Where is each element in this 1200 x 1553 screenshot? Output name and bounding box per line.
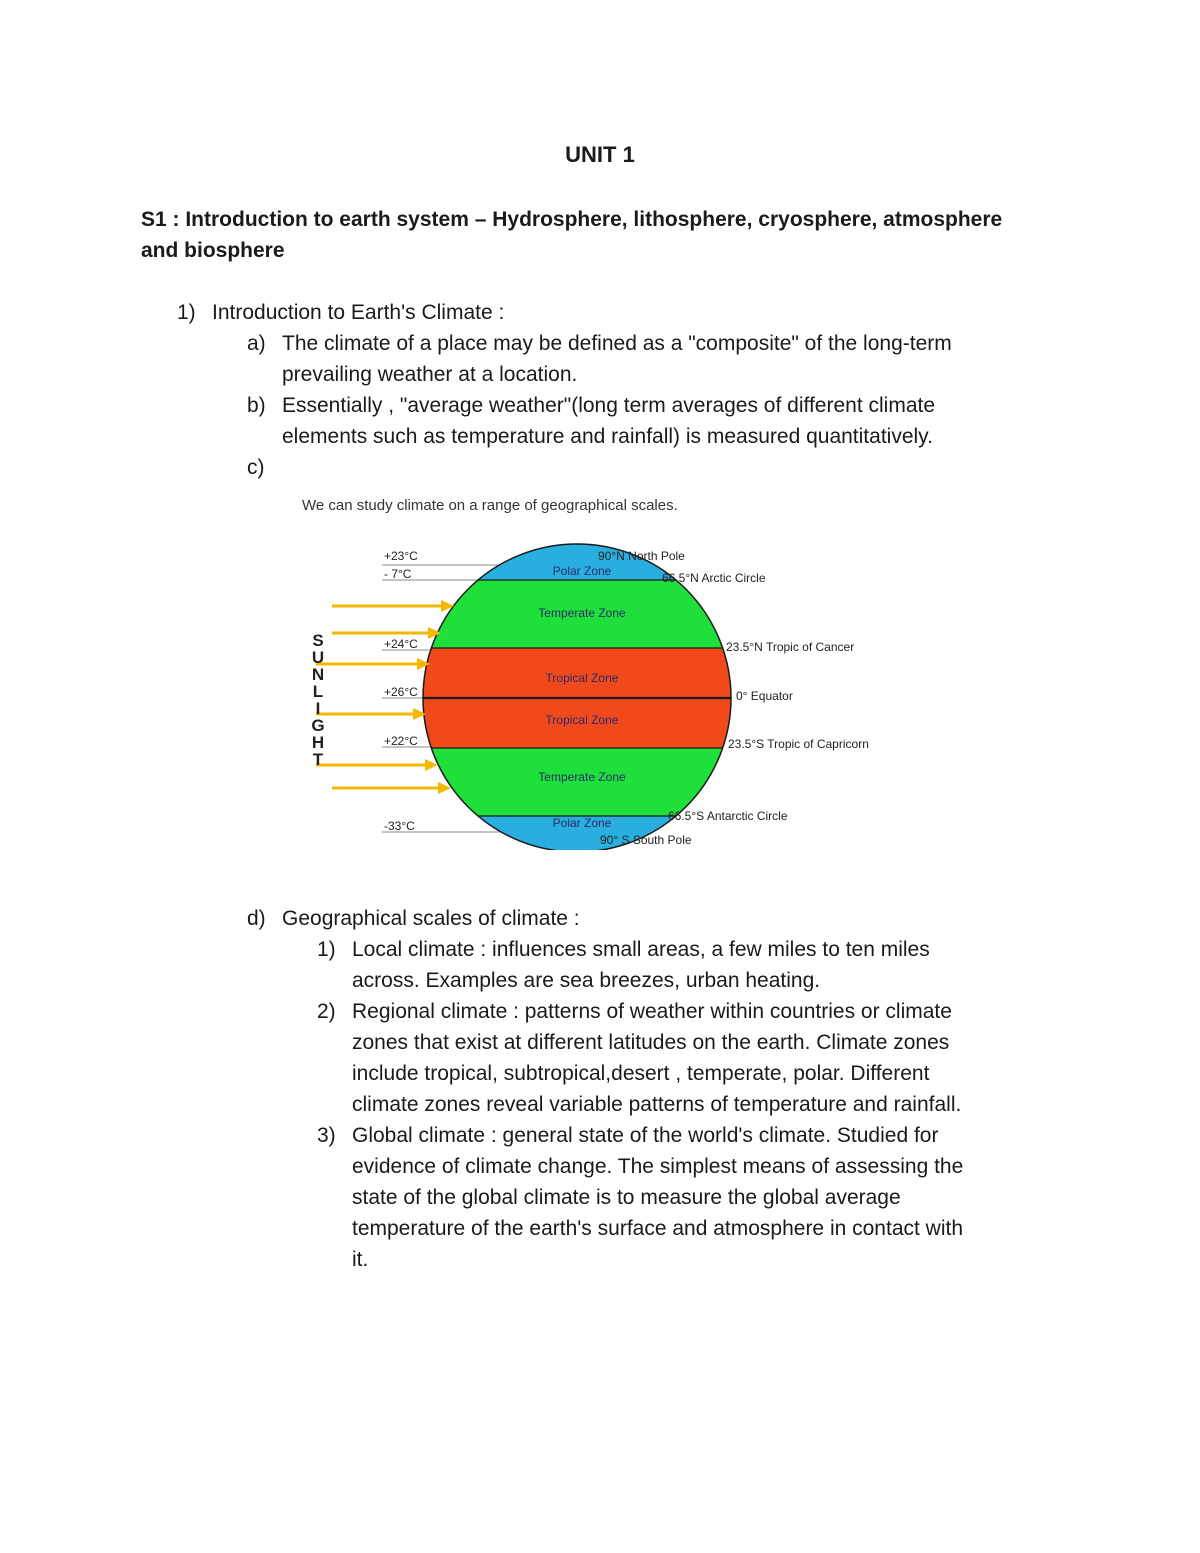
zone-label-polar-south: Polar Zone	[552, 816, 612, 830]
item-d-text: Geographical scales of climate :	[282, 907, 580, 930]
item-b-line-2: elements such as temperature and rainfall) is measured quantitatively.	[282, 425, 933, 448]
temperature-label: - 7°C	[384, 567, 412, 581]
latitude-label: 23.5°S Tropic of Capricorn	[728, 737, 869, 751]
temperature-label: +23°C	[384, 549, 418, 563]
latitude-label: 0° Equator	[736, 689, 793, 703]
item-d-marker: d)	[247, 907, 266, 930]
sunlight-arrow-icon	[316, 708, 426, 720]
figure-caption: We can study climate on a range of geographical scales.	[302, 497, 678, 514]
item-c-marker: c)	[247, 456, 265, 479]
latitude-label: 90°N North Pole	[598, 549, 685, 563]
sunlight-letter: S	[312, 631, 324, 650]
sunlight-letter: L	[312, 682, 324, 701]
zone-label-temperate-north: Temperate Zone	[538, 606, 626, 620]
zone-label-polar-north: Polar Zone	[552, 564, 612, 578]
subitem-1-line: across. Examples are sea breezes, urban heating.	[352, 969, 821, 992]
item-b-marker: b)	[247, 394, 266, 417]
subitem-3-line: evidence of climate change. The simplest means of assessing the	[352, 1155, 964, 1178]
subitem-3-marker: 3)	[317, 1124, 336, 1147]
item-1-marker: 1)	[177, 301, 196, 324]
latitude-label: 23.5°N Tropic of Cancer	[726, 640, 855, 654]
sunlight-arrow-icon	[316, 658, 430, 670]
item-a-line-1: The climate of a place may be defined as a "composite" of the long-term	[282, 332, 952, 355]
subitem-3-line: temperature of the earth's surface and atmosphere in contact with	[352, 1217, 964, 1240]
sunlight-letter: N	[311, 665, 325, 684]
subitem-2-line: climate zones reveal variable patterns of temperature and rainfall.	[352, 1093, 962, 1116]
unit-title: UNIT 1	[565, 142, 635, 167]
subitem-2-line: zones that exist at different latitudes on the earth. Climate zones	[352, 1031, 950, 1054]
sunlight-letter: T	[312, 750, 324, 769]
zone-label-temperate-south: Temperate Zone	[538, 770, 626, 784]
sunlight-arrow-icon	[332, 600, 454, 612]
latitude-label: 66.5°S Antarctic Circle	[668, 809, 788, 823]
sunlight-letter: U	[311, 648, 325, 667]
item-1-text: Introduction to Earth's Climate :	[212, 301, 505, 324]
subitem-2-line: include tropical, subtropical,desert , temperate, polar. Different	[352, 1062, 930, 1085]
temperature-label: +26°C	[384, 685, 418, 699]
section-heading: S1 : Introduction to earth system – Hydrosphere, lithosphere, cryosphere, atmosphere and biosphere	[141, 208, 1003, 262]
subitem-2-line: Regional climate : patterns of weather within countries or climate	[352, 1000, 952, 1023]
item-b-line-1: Essentially , "average weather"(long term averages of different climate	[282, 394, 936, 417]
subitem-1-marker: 1)	[317, 938, 336, 961]
sunlight-letter: I	[315, 699, 321, 718]
sunlight-arrow-icon	[316, 759, 438, 771]
sunlight-letter: H	[311, 733, 325, 752]
latitude-label: 66.5°N Arctic Circle	[662, 571, 766, 585]
temperature-label: -33°C	[384, 819, 415, 833]
sunlight-arrow-icon	[332, 782, 451, 794]
item-a-marker: a)	[247, 332, 266, 355]
zone-label-tropical-north: Tropical Zone	[545, 671, 619, 685]
temperature-label: +24°C	[384, 637, 418, 651]
subitem-1-line: Local climate : influences small areas, a few miles to ten miles	[352, 938, 930, 961]
subitem-2-marker: 2)	[317, 1000, 336, 1023]
zone-label-tropical-south: Tropical Zone	[545, 713, 619, 727]
sunlight-letter: G	[311, 716, 325, 735]
subitem-3-line: Global climate : general state of the world's climate. Studied for	[352, 1124, 939, 1147]
subitem-3-line: state of the global climate is to measure the global average	[352, 1186, 901, 1209]
sunlight-label	[311, 631, 324, 769]
item-a-line-2: prevailing weather at a location.	[282, 363, 578, 386]
climate-zones-figure	[296, 490, 896, 850]
temperature-label: +22°C	[384, 734, 418, 748]
latitude-label: 90° S South Pole	[600, 833, 692, 847]
climate-zones-diagram	[296, 490, 896, 850]
subitem-3-line: it.	[352, 1248, 369, 1271]
